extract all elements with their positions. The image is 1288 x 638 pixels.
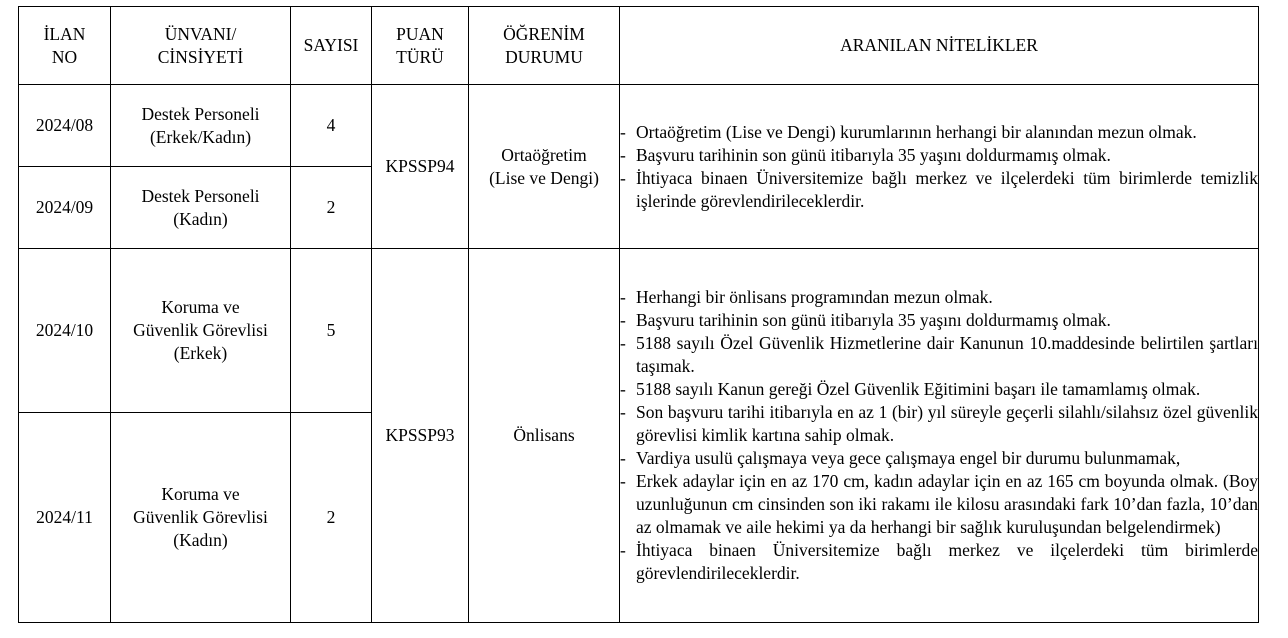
- ogrenim-cell: Önlisans: [469, 249, 620, 623]
- header-row: [19, 7, 1259, 85]
- requirement-item: - 5188 sayılı Kanun gereği Özel Güvenlik Eğitimini başarı ile tamamlamış olmak.: [620, 378, 1258, 401]
- requirements-list: [620, 286, 1258, 585]
- nitelikler-cell: [620, 249, 1259, 623]
- ogrenim-cell: Ortaöğretim (Lise ve Dengi): [469, 85, 620, 249]
- header-puan-turu: PUAN TÜRÜ: [372, 7, 469, 85]
- requirement-item: - Ortaöğretim (Lise ve Dengi) kurumlarının herhangi bir alanından mezun olmak.: [620, 121, 1258, 144]
- requirement-item: - Vardiya usulü çalışmaya veya gece çalışmaya engel bir durumu bulunmamak,: [620, 447, 1258, 470]
- puan-turu-cell: KPSSP94: [372, 85, 469, 249]
- requirement-item: - Son başvuru tarihi itibarıyla en az 1 (bir) yıl süreyle geçerli silahlı/silahsız özel güvenlik görevlisi kimlik kartına sahip olmak.: [620, 401, 1258, 447]
- unvan-cell: Koruma ve Güvenlik Görevlisi (Erkek): [111, 249, 291, 413]
- header-sayisi: SAYISI: [291, 7, 372, 85]
- ilan-no-cell: 2024/09: [19, 167, 111, 249]
- ilan-no-cell: 2024/11: [19, 413, 111, 623]
- header-ogrenim: ÖĞRENİM DURUMU: [469, 7, 620, 85]
- sayi-cell: 2: [291, 413, 372, 623]
- nitelikler-cell: [620, 85, 1259, 249]
- puan-turu-cell: KPSSP93: [372, 249, 469, 623]
- unvan-cell: Koruma ve Güvenlik Görevlisi (Kadın): [111, 413, 291, 623]
- unvan-cell: Destek Personeli (Kadın): [111, 167, 291, 249]
- sayi-cell: 4: [291, 85, 372, 167]
- requirement-item: - İhtiyaca binaen Üniversitemize bağlı merkez ve ilçelerdeki tüm birimlerde görevlendirileceklerdir.: [620, 539, 1258, 585]
- requirement-item: - Erkek adaylar için en az 170 cm, kadın adaylar için en az 165 cm boyunda olmak. (Boy uzunluğunun cm cinsinden son iki rakamı ile kilosu arasındaki fark 10’dan fazla, 10’dan az olmamak ve aile hekimi ya da herhangi bir sağlık kuruluşundan belgelendirmek): [620, 470, 1258, 539]
- table-row: [19, 85, 1259, 167]
- requirement-item: - Herhangi bir önlisans programından mezun olmak.: [620, 286, 1258, 309]
- ilan-no-cell: 2024/08: [19, 85, 111, 167]
- header-unvani: ÜNVANI/ CİNSİYETİ: [111, 7, 291, 85]
- ilan-no-cell: 2024/10: [19, 249, 111, 413]
- table-row: [19, 249, 1259, 413]
- job-listing-table: [18, 6, 1259, 623]
- sayi-cell: 2: [291, 167, 372, 249]
- requirement-item: - Başvuru tarihinin son günü itibarıyla 35 yaşını doldurmamış olmak.: [620, 144, 1258, 167]
- header-nitelikler: ARANILAN NİTELİKLER: [620, 7, 1259, 85]
- unvan-cell: Destek Personeli (Erkek/Kadın): [111, 85, 291, 167]
- header-ilan-no: İLAN NO: [19, 7, 111, 85]
- requirements-list: [620, 121, 1258, 213]
- requirement-item: - İhtiyaca binaen Üniversitemize bağlı merkez ve ilçelerdeki tüm birimlerde temizlik işlerinde görevlendirileceklerdir.: [620, 167, 1258, 213]
- requirement-item: - 5188 sayılı Özel Güvenlik Hizmetlerine dair Kanunun 10.maddesinde belirtilen şartları taşımak.: [620, 332, 1258, 378]
- requirement-item: - Başvuru tarihinin son günü itibarıyla 35 yaşını doldurmamış olmak.: [620, 309, 1258, 332]
- sayi-cell: 5: [291, 249, 372, 413]
